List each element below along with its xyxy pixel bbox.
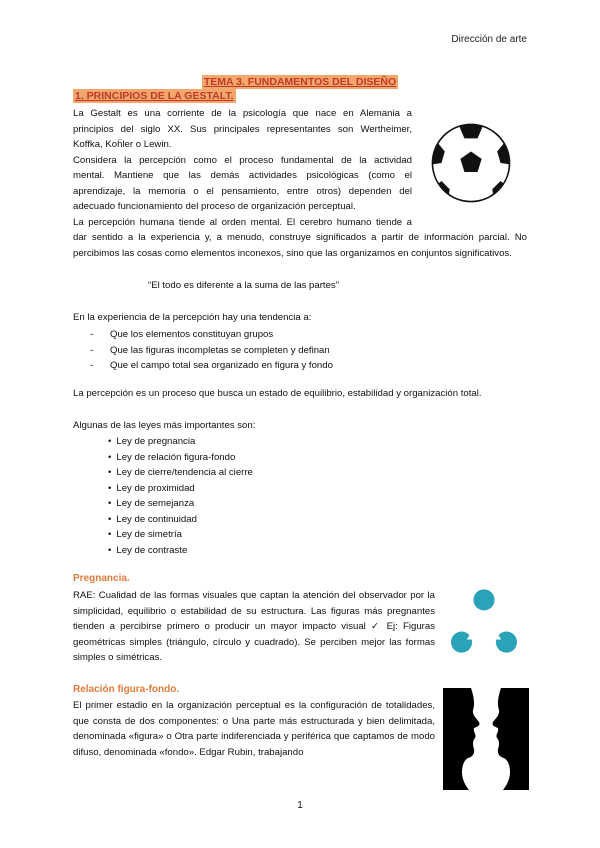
experience-intro: En la experiencia de la percepción hay una tendencia a: xyxy=(73,312,312,323)
list-item: - Que los elementos constituyan grupos xyxy=(90,329,274,340)
list-item: • Ley de pregnancia xyxy=(108,434,253,450)
gestalt-quote: “El todo es diferente a la suma de las partes” xyxy=(148,280,339,291)
list-item: • Ley de semejanza xyxy=(108,496,253,512)
section-heading-gestalt: 1. PRINCIPIOS DE LA GESTALT. xyxy=(75,90,234,102)
perception-paragraph: dar sentido a la experiencia y, a menudo, construye significados a partir de información parcial. No percibimos las cosas como elementos inconexos, sino que las organizamos en conjuntos significativos. xyxy=(73,232,527,259)
gestalt-intro-text xyxy=(73,106,412,230)
list-item: • Ley de proximidad xyxy=(108,481,253,497)
text-line: principios del siglo XX. Sus principales representantes son Wertheimer, xyxy=(73,123,412,135)
soccer-ball-icon xyxy=(430,122,512,204)
list-item: • Ley de relación figura-fondo xyxy=(108,450,253,466)
list-item: • Ley de simetría xyxy=(108,527,253,543)
figura-fondo-text: El primer estadio en la organización perceptual es la configuración de totalidades, que consta de dos componentes: o Una parte más estructurada y bien delimitada, denominada «figura» o Otra parte indiferenciada y periférica que captamos de modo difuso, denominada «fondo». Edgar Rubin, trabajando xyxy=(73,700,435,758)
text-line: Koffka, Koḧler o Lewin. xyxy=(73,139,172,150)
laws-intro: Algunas de las leyes más importantes son: xyxy=(73,420,256,431)
list-item: • Ley de contraste xyxy=(108,543,253,559)
figura-fondo-heading: Relación figura-fondo. xyxy=(73,684,180,695)
equilibrium-text: La percepción es un proceso que busca un estado de equilibrio, estabilidad y organización total. xyxy=(73,388,482,399)
page-number: 1 xyxy=(297,800,303,811)
list-item: • Ley de continuidad xyxy=(108,512,253,528)
header-course-name: Dirección de arte xyxy=(451,34,527,45)
list-item: - Que el campo total sea organizado en figura y fondo xyxy=(90,360,333,371)
text-line: Considera la percepción como el proceso fundamental de la actividad xyxy=(73,154,412,166)
document-title: TEMA 3. FUNDAMENTOS DEL DISEÑO xyxy=(203,76,397,88)
pregnancia-heading: Pregnancia. xyxy=(73,573,130,584)
rubin-vase-faces-icon xyxy=(443,688,529,790)
list-item: • Ley de cierre/tendencia al cierre xyxy=(108,465,253,481)
text-line: La percepción humana tiende al orden mental. El cerebro humano tiende a xyxy=(73,216,412,228)
kanizsa-triangle-icon xyxy=(451,588,517,654)
list-item: - Que las figuras incompletas se completen y definan xyxy=(90,344,330,356)
text-line: adecuado funcionamiento del proceso de organización perceptual. xyxy=(73,201,356,212)
text-line: La Gestalt es una corriente de la psicología que nace en Alemania a xyxy=(73,108,412,119)
laws-list xyxy=(108,434,253,558)
text-line: mental. Mantiene que las demás actividades psicológicas (como el xyxy=(73,170,412,181)
pregnancia-text: RAE: Cualidad de las formas visuales que captan la atención del observador por la simplicidad, equilibrio o estabilidad de su estructura. Las figuras más pregnantes tienden a percibirse primero o producir un mayor impacto visual ✓ Ej: Figuras geométricas simples (triángulo, círculo y cuadrado). Se perciben mejor las formas simples o simétricas. xyxy=(73,590,435,663)
tendency-list xyxy=(90,327,333,374)
text-line: aprendizaje, la memoria o el pensamiento, entre otros) dependen del xyxy=(73,185,412,197)
